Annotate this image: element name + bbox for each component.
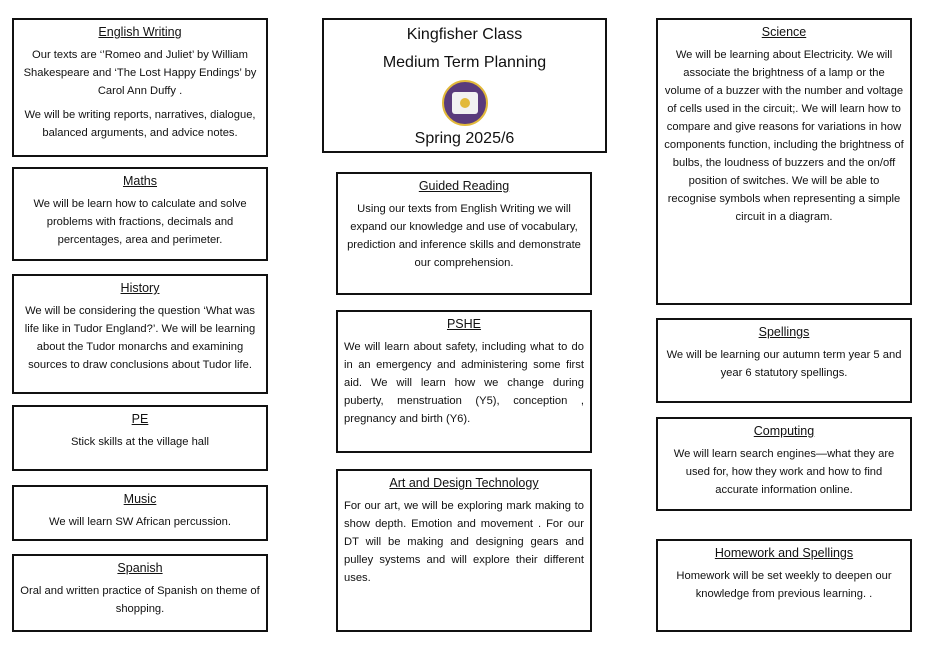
english-writing-box bbox=[12, 18, 268, 157]
art-dt-box bbox=[336, 469, 592, 632]
class-header-box bbox=[322, 18, 607, 153]
term: Spring 2025/6 bbox=[414, 130, 515, 147]
computing-title: Computing bbox=[753, 424, 815, 438]
pshe-text: We will learn about safety, including what to do in an emergency and administering some first aid. We will learn how we change during puberty, menstruation (Y5), conception , pregnancy and birth (Y6). bbox=[344, 341, 584, 425]
science-title: Science bbox=[761, 25, 807, 39]
music-title: Music bbox=[123, 492, 157, 506]
pe-text: Stick skills at the village hall bbox=[70, 436, 210, 448]
history-text: We will be considering the question ‘What was life like in Tudor England?’. We will be learning about the Tudor monarchs and examining sources to draw conclusions about Tudor life. bbox=[24, 305, 256, 371]
computing-text: We will learn search engines—what they are used for, how they work and how to find accurate information online. bbox=[673, 448, 895, 496]
plan-type: Medium Term Planning bbox=[382, 54, 547, 71]
homework-box bbox=[656, 539, 912, 632]
guided-reading-title: Guided Reading bbox=[418, 179, 510, 193]
english-writing-text-1: Our texts are ‘’Romeo and Juliet’ by William Shakespeare and ‘The Lost Happy Endings’ by Carol Ann Duffy . bbox=[23, 49, 257, 97]
guided-reading-box bbox=[336, 172, 592, 295]
history-title: History bbox=[120, 281, 160, 295]
pe-title: PE bbox=[131, 412, 149, 426]
class-name: Kingfisher Class bbox=[406, 26, 523, 43]
science-box bbox=[656, 18, 912, 305]
pe-box bbox=[12, 405, 268, 471]
spellings-text: We will be learning our autumn term year 5 and year 6 statutory spellings. bbox=[666, 349, 902, 379]
science-text: We will be learning about Electricity. We will associate the brightness of a lamp or the volume of a buzzer with the number and voltage of cells used in the circuit;. We will learn how to compare and give reasons for variations in how components function, including the brightness of bulbs, the loudness of buzzers and the on/off position of switches. We will be able to recognise symbols when representing a simple circuit in a diagram. bbox=[664, 49, 904, 223]
guided-reading-text: Using our texts from English Writing we will expand our knowledge and use of vocabulary, prediction and inference skills and demonstrate our comprehension. bbox=[347, 203, 581, 269]
pshe-title: PSHE bbox=[446, 317, 482, 331]
spanish-title: Spanish bbox=[117, 561, 163, 575]
computing-box bbox=[656, 417, 912, 511]
spellings-title: Spellings bbox=[758, 325, 810, 339]
homework-text: Homework will be set weekly to deepen our knowledge from previous learning. . bbox=[676, 570, 892, 600]
maths-title: Maths bbox=[122, 174, 158, 188]
homework-title: Homework and Spellings bbox=[714, 546, 854, 560]
art-dt-text: For our art, we will be exploring mark making to show depth. Emotion and movement . For our DT will be making and designing gears and pulley systems and will explore their different uses. bbox=[344, 500, 584, 584]
spanish-box bbox=[12, 554, 268, 632]
english-writing-text-2: We will be writing reports, narratives, dialogue, balanced arguments, and advice notes. bbox=[24, 109, 256, 139]
music-box bbox=[12, 485, 268, 541]
english-writing-title: English Writing bbox=[98, 25, 182, 39]
maths-box bbox=[12, 167, 268, 261]
pshe-box bbox=[336, 310, 592, 453]
spanish-text: Oral and written practice of Spanish on theme of shopping. bbox=[20, 585, 260, 615]
history-box bbox=[12, 274, 268, 394]
music-text: We will learn SW African percussion. bbox=[49, 516, 231, 528]
maths-text: We will be learn how to calculate and solve problems with fractions, decimals and percentages, area and perimeter. bbox=[33, 198, 247, 246]
art-dt-title: Art and Design Technology bbox=[389, 476, 539, 490]
spellings-box bbox=[656, 318, 912, 403]
school-crest-icon bbox=[442, 80, 488, 126]
